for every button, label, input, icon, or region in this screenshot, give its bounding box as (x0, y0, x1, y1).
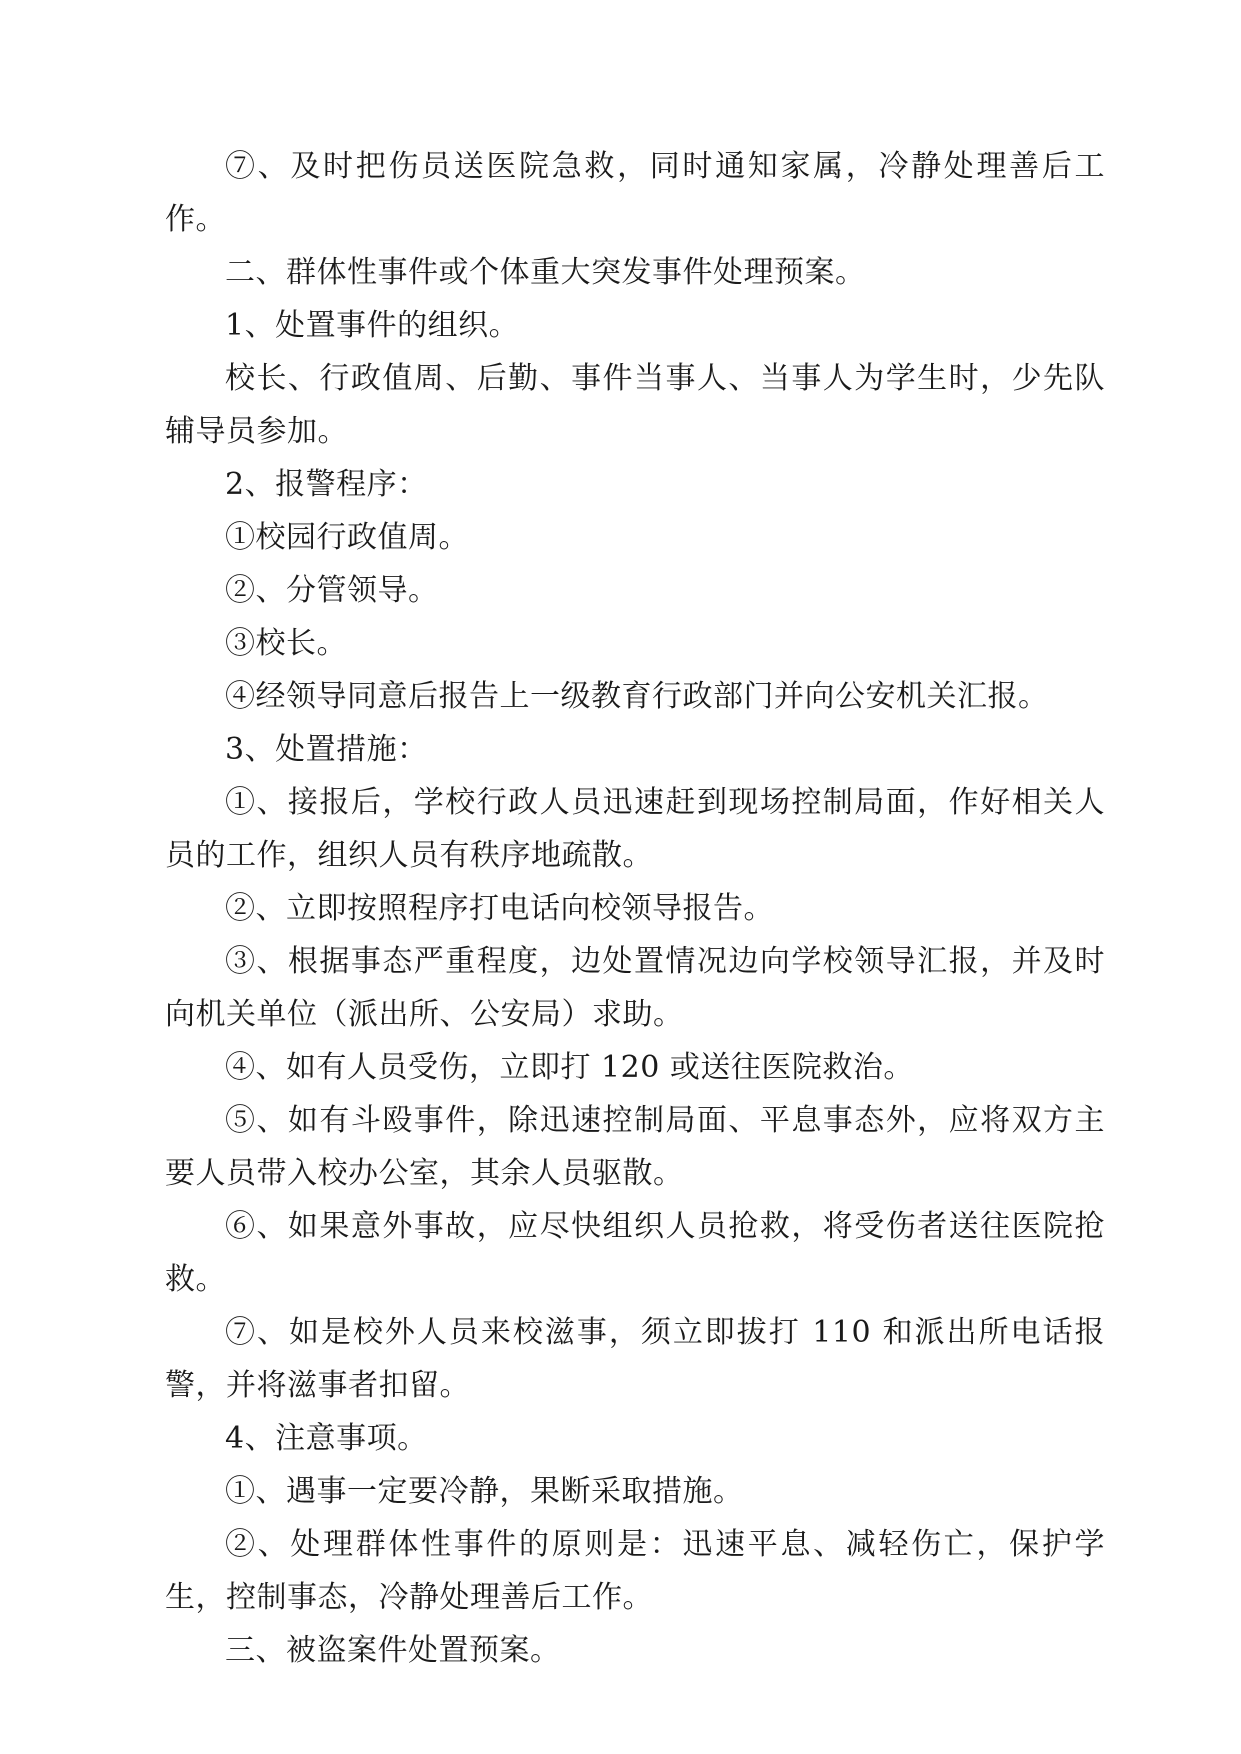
paragraph: 校长、行政值周、后勤、事件当事人、当事人为学生时，少先队辅导员参加。 (165, 361, 1105, 449)
list-item: ⑤、如有斗殴事件，除迅速控制局面、平息事态外，应将双方主要人员带入校办公室，其余人员驱散。 (165, 1103, 1105, 1191)
document-body (165, 140, 1105, 1677)
list-item: ①、遇事一定要冷静，果断采取措施。 (225, 1474, 744, 1509)
list-item: ④、如有人员受伤，立即打 120 或送往医院救治。 (225, 1050, 914, 1085)
subsection-heading: 4、注意事项。 (225, 1421, 428, 1456)
list-item: ⑦、如是校外人员来校滋事，须立即拔打 110 和派出所电话报警，并将滋事者扣留。 (165, 1315, 1105, 1403)
list-item: ②、处理群体性事件的原则是：迅速平息、减轻伤亡，保护学生，控制事态，冷静处理善后工作。 (165, 1527, 1105, 1615)
list-item: ⑥、如果意外事故，应尽快组织人员抢救，将受伤者送往医院抢救。 (165, 1209, 1105, 1297)
subsection-heading: 1、处置事件的组织。 (225, 308, 520, 343)
list-item: ③、根据事态严重程度，边处置情况边向学校领导汇报，并及时向机关单位（派出所、公安局）求助。 (165, 944, 1105, 1032)
list-item: ④经领导同意后报告上一级教育行政部门并向公安机关汇报。 (225, 679, 1049, 714)
paragraph: ⑦、及时把伤员送医院急救，同时通知家属，冷静处理善后工作。 (165, 149, 1105, 237)
list-item: ②、分管领导。 (225, 573, 439, 608)
subsection-heading: 2、报警程序： (225, 467, 428, 502)
section-heading: 三、被盗案件处置预案。 (225, 1633, 561, 1668)
list-item: ①校园行政值周。 (225, 520, 469, 555)
subsection-heading: 3、处置措施： (225, 732, 428, 767)
list-item: ②、立即按照程序打电话向校领导报告。 (225, 891, 774, 926)
list-item: ①、接报后，学校行政人员迅速赶到现场控制局面，作好相关人员的工作，组织人员有秩序地疏散。 (165, 785, 1105, 873)
list-item: ③校长。 (225, 626, 347, 661)
section-heading: 二、群体性事件或个体重大突发事件处理预案。 (225, 255, 866, 290)
